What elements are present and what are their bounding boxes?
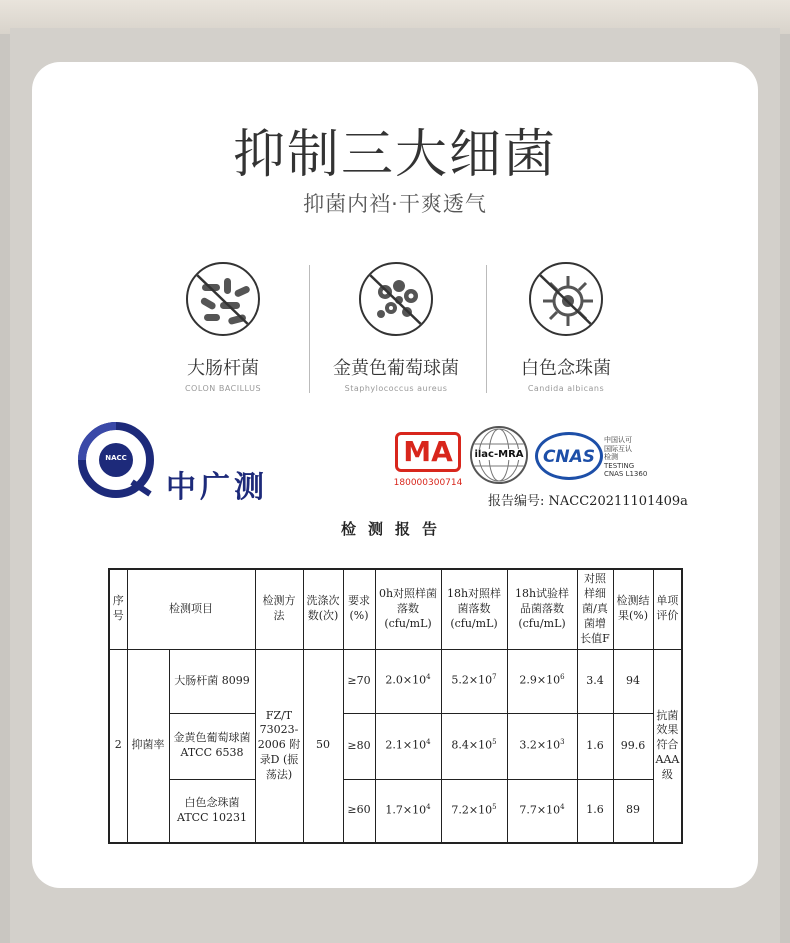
cma-number: 180000300714 xyxy=(393,478,463,488)
header-cell: 对照样细菌/真菌增长值F xyxy=(577,569,613,649)
report-number: 报告编号: NACC20211101409a xyxy=(488,494,688,509)
c0-cell xyxy=(375,779,441,843)
req-cell: ≥80 xyxy=(343,713,375,779)
exponent: 4 xyxy=(426,803,431,811)
cnas-text xyxy=(604,436,647,479)
report-title: 检测报告 xyxy=(340,520,449,538)
c18-cell xyxy=(441,649,507,713)
feature-name: 金黄色葡萄球菌 xyxy=(333,358,459,379)
category-cell: 抑菌率 xyxy=(127,649,169,843)
header-cell: 序号 xyxy=(109,569,127,649)
cnas-mark: CNAS xyxy=(542,447,596,467)
req-cell: ≥60 xyxy=(343,779,375,843)
row-number: 2 xyxy=(109,649,127,843)
value: 2.9×10 xyxy=(519,673,561,687)
feature-candida xyxy=(491,262,641,393)
result-cell: 94 xyxy=(613,649,653,713)
value: 2.1×10 xyxy=(385,738,427,752)
exponent: 6 xyxy=(560,673,565,682)
no-bacillus-icon xyxy=(186,262,260,336)
item-cell: 金黄色葡萄球菌 ATCC 6538 xyxy=(169,713,255,779)
cnas-line: 国际互认 xyxy=(604,444,632,453)
divider xyxy=(486,265,487,393)
req-cell: ≥70 xyxy=(343,649,375,713)
page-subtitle: 抑菌内裆·干爽透气 xyxy=(303,192,487,216)
exponent: 4 xyxy=(560,803,565,811)
growth-cell: 3.4 xyxy=(577,649,613,713)
header-cell: 检测项目 xyxy=(127,569,255,649)
exponent: 4 xyxy=(426,673,431,682)
no-candida-icon xyxy=(529,262,603,336)
divider xyxy=(309,265,310,393)
header-cell: 要求(%) xyxy=(343,569,375,649)
header-cell: 0h对照样菌落数(cfu/mL) xyxy=(375,569,441,649)
header-cell: 18h试验样品菌落数(cfu/mL) xyxy=(507,569,577,649)
nacc-badge-text: NACC xyxy=(105,454,127,462)
cnas-ring xyxy=(535,432,603,480)
c18-cell xyxy=(441,779,507,843)
eval-cell: 抗菌效果符合AAA级 xyxy=(653,649,682,843)
ilac-label: ilac-MRA xyxy=(472,449,526,460)
feature-name: 大肠杆菌 xyxy=(187,358,259,379)
feature-bacillus xyxy=(148,262,298,393)
feature-en: COLON BACILLUS xyxy=(184,384,262,393)
ilac-mra-logo xyxy=(470,426,528,484)
exponent: 4 xyxy=(426,738,431,747)
value: 7.7×10 xyxy=(519,803,561,817)
cnas-line: CNAS L1360 xyxy=(604,470,648,478)
result-cell: 89 xyxy=(613,779,653,843)
cnas-logo xyxy=(535,432,605,482)
table-header-row xyxy=(109,569,682,649)
table-row xyxy=(109,649,682,713)
cma-logo xyxy=(388,428,468,488)
cma-mark: MA xyxy=(395,432,461,472)
page-title: 抑制三大细菌 xyxy=(232,125,557,185)
exponent: 5 xyxy=(492,803,497,811)
header-cell: 单项评价 xyxy=(653,569,682,649)
value: 1.7×10 xyxy=(385,803,427,817)
t18-cell xyxy=(507,713,577,779)
feature-staphylococcus xyxy=(321,262,471,393)
exponent: 5 xyxy=(492,738,497,747)
exponent: 3 xyxy=(560,738,565,747)
c0-cell xyxy=(375,649,441,713)
item-cell: 白色念珠菌 ATCC 10231 xyxy=(169,779,255,843)
test-report-table xyxy=(108,568,683,844)
no-staphylococcus-icon xyxy=(359,262,433,336)
feature-name: 白色念珠菌 xyxy=(521,358,611,379)
exponent: 7 xyxy=(492,673,497,682)
value: 8.4×10 xyxy=(451,738,493,752)
feature-en: Candida albicans xyxy=(527,384,605,393)
value: 3.2×10 xyxy=(519,738,561,752)
brand-name: 中广测 xyxy=(166,470,268,505)
growth-cell: 1.6 xyxy=(577,713,613,779)
header-cell: 检测方法 xyxy=(255,569,303,649)
cnas-line: TESTING xyxy=(604,461,635,470)
feature-en: Staphylococcus aureus xyxy=(344,384,448,393)
value: 5.2×10 xyxy=(451,673,493,687)
nacc-logo xyxy=(74,420,274,504)
t18-cell xyxy=(507,779,577,843)
c18-cell xyxy=(441,713,507,779)
t18-cell xyxy=(507,649,577,713)
c0-cell xyxy=(375,713,441,779)
table-row xyxy=(109,779,682,843)
table-row xyxy=(109,713,682,779)
header-cell: 18h对照样菌落数(cfu/mL) xyxy=(441,569,507,649)
header-cell: 洗涤次数(次) xyxy=(303,569,343,649)
value: 7.2×10 xyxy=(451,803,493,817)
method-cell: FZ/T 73023-2006 附录D (振荡法) xyxy=(255,649,303,843)
header-cell: 检测结果(%) xyxy=(613,569,653,649)
wash-cell: 50 xyxy=(303,649,343,843)
cnas-line: 检测 xyxy=(604,453,618,461)
value: 2.0×10 xyxy=(385,673,427,687)
item-cell: 大肠杆菌 8099 xyxy=(169,649,255,713)
growth-cell: 1.6 xyxy=(577,779,613,843)
result-cell: 99.6 xyxy=(613,713,653,779)
cnas-line: 中国认可 xyxy=(604,436,632,444)
